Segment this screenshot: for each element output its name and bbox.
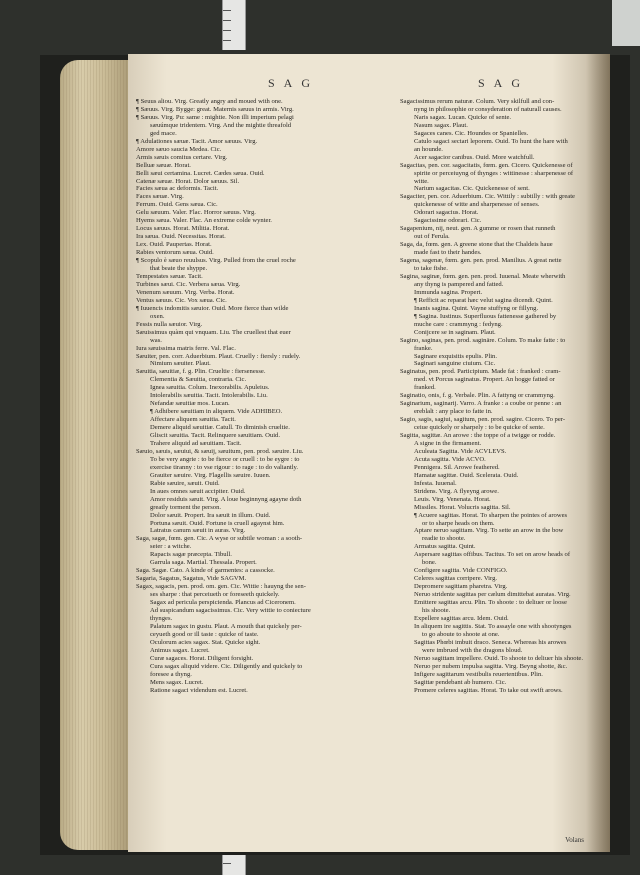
dictionary-line: Ad suspicandum sagacissimus. Cic. Very wittie to coniecture — [150, 607, 311, 614]
dictionary-line: Depromere sagittam pharetra. Virg. — [414, 583, 508, 591]
dictionary-line: med. vt Porcus saginatus. Propert. An hogge fatted or — [414, 376, 555, 384]
dictionary-line: A signe in the firmament. — [414, 439, 482, 447]
dictionary-line: Tempestates sæuæ. Tacit. — [136, 272, 203, 280]
dictionary-line: Fessis nulla sæuior. Virg. — [136, 320, 203, 328]
dictionary-line: Amore sæuo saucia Medea. Cic. — [136, 145, 222, 153]
dictionary-line: franked. — [414, 384, 436, 392]
dictionary-line: Neruo per nubem impulsa sagitta. Virg. Beyng shotte, &c. — [414, 662, 568, 670]
dictionary-line: ceiue quickely or sharpely : to be quicke of sente. — [414, 424, 545, 432]
dictionary-line: was. — [150, 336, 162, 344]
dictionary-line: In aues omnes sæuit accipiter. Ouid. — [150, 487, 246, 495]
dictionary-line: Garrula saga. Martial. Thessala. Propert. — [150, 559, 257, 567]
dictionary-line: ¶ Adhibere sæuitiam in aliquem. Vide ADHIBEO. — [150, 408, 283, 416]
dictionary-line: Lex. Ouid. Paupertas. Horat. — [136, 241, 212, 249]
dictionary-line: ¶ Refficit ac reparat hæc velut sagina dicendi. Quint. — [414, 296, 553, 304]
dictionary-line: Sæuissimus quàm qui vnquam. Liu. The cruellest that euer — [136, 328, 291, 336]
dictionary-line: Sagaciter, pen. cor. Aduerbium. Cic. Wittily : subtilly : with greate — [400, 193, 575, 201]
dictionary-line: ¶ Sæuus. Virg. Pu: same : mightie. Non illi imperium pelagi — [136, 113, 294, 121]
dictionary-line: Sagittas Phœbi imbuit draco. Seneca. Whereas his arowes — [414, 638, 567, 646]
dictionary-line: Facies sæua ac deformis. Tacit. — [136, 185, 219, 193]
dictionary-line: Mens sagax. Lucret. — [150, 678, 204, 686]
dictionary-line: Expellere sagittas arcu. Idem. Ouid. — [414, 614, 509, 622]
dictionary-line: exercise tiranny : to vse rigour : to rage : to do valiantly. — [150, 463, 299, 471]
dictionary-line: Sagaces canes. Cic. Houndes or Spanielles. — [414, 129, 529, 137]
dictionary-line: Ferrum. Ouid. Gens sæua. Cic. — [136, 201, 218, 209]
dictionary-line: franke. — [414, 344, 433, 352]
dictionary-line: Oculorum acies sagax. Stat. Quicke sight. — [150, 638, 261, 646]
dictionary-line: Sæuio, sæuis, sæuiui, & sæuij, sæuitum, pen. prod. sæuire. Liu. — [136, 447, 304, 455]
dictionary-line: were imbrued with the dragons bloud. — [422, 646, 523, 654]
dictionary-line: Odorari sagacius. Horat. — [414, 209, 479, 217]
dictionary-line: Sagina, saginæ, fœm. gen. pen. prod. Iuuenal. Meate wherwith — [400, 272, 566, 280]
dictionary-line: Hamatæ sagittæ. Ouid. Scelerata. Ouid. — [414, 471, 519, 479]
dictionary-line: his shoote. — [422, 607, 451, 614]
running-head-left: SAG — [268, 76, 320, 90]
dictionary-line: Ratione sagaci videndum est. Lucret. — [150, 686, 248, 694]
dictionary-line: Palatum sagax in gustu. Plaut. A mouth that quickely per- — [150, 622, 302, 630]
dictionary-line: Pennigera. Sil. Arowe feathered. — [414, 463, 500, 471]
dictionary-line: Amor residuis sæuit. Virg. A loue beginnyng agayne doth — [150, 495, 302, 503]
dictionary-line: Gelu sæuum. Valer. Flac. Horror sæuus. Virg. — [136, 209, 256, 217]
dictionary-line: Infesta. Iuuenal. — [414, 479, 457, 487]
dictionary-line: muche care : crammyng : fedyng. — [414, 320, 503, 328]
dictionary-line: Animus sagax. Lucret. — [150, 646, 210, 654]
dictionary-line: Sagacissime odorari. Cic. — [414, 217, 482, 225]
dictionary-page — [128, 54, 610, 852]
dictionary-line: Inanis sagina. Quint. Vayne stuffyng or fillyng. — [414, 304, 539, 312]
dictionary-line: quickenesse of witte and sharpenesse of senses. — [414, 201, 540, 209]
dictionary-line: Hyems sæua. Valer. Flac. An extreme colde wynter. — [136, 217, 272, 225]
dictionary-line: Belli sæui certamina. Lucret. Cædes sæua. Ouid. — [136, 169, 265, 177]
dictionary-line: Saginatus, pen. prod. Participium. Made fat : franked : cram- — [400, 368, 561, 376]
dictionary-line: Trahere aliquid ad sæuitiam. Tacit. — [150, 439, 242, 447]
dictionary-line: or to sharpe heads on them. — [422, 519, 495, 527]
dictionary-line: ged mace. — [150, 129, 177, 137]
dictionary-line: any thyng is pampered and fatted. — [414, 280, 504, 288]
dictionary-line: Armatus sagitta. Quint. — [414, 543, 476, 551]
dictionary-line: Immunda sagina. Propert. — [414, 288, 483, 296]
dictionary-line: ¶ Seuus aliou. Virg. Greatly angry and moued with one. — [136, 98, 283, 105]
dictionary-line: Leuis. Virg. Venenata. Horat. — [414, 495, 491, 503]
dictionary-line: Locus sæuus. Horat. Militia. Horat. — [136, 225, 230, 233]
dictionary-line: oxen. — [150, 312, 165, 320]
dictionary-line: Aculeata Sagitta. Vide ACVLEVS. — [414, 447, 507, 455]
dictionary-line: readie to shoote. — [422, 535, 466, 543]
dictionary-line: ¶ Acuere sagittas. Horat. To sharpen the pointes of arowes — [414, 511, 568, 519]
scale-bar-top — [222, 0, 246, 50]
dictionary-line: ses sharpe : that perceiueth or foreseeth quickely. — [150, 591, 280, 599]
dictionary-line: to go aboute to shoote at one. — [422, 630, 500, 638]
background-strip — [612, 0, 640, 46]
dictionary-line: Clementia & Sæuitia, contraria. Cic. — [150, 376, 247, 384]
dictionary-line: foresee a thyng. — [150, 670, 192, 678]
dictionary-line: Naris sagax. Lucan. Quicke of sente. — [414, 113, 512, 121]
dictionary-line: Saginarium, saginarij. Varro. A franke : a coube or penne : an — [400, 400, 562, 408]
dictionary-line: Stridens. Virg. A flyeyng arowe. — [414, 487, 499, 495]
dictionary-line: Sagax ad pericula perspicienda. Plancus ad Ciceronem. — [150, 599, 296, 607]
dictionary-line: Aspersare sagittas offibus. Tacitus. To set on arow heads of — [414, 551, 571, 559]
dictionary-line: Infigere sagittarum vestibulis reuertentibus. Plin. — [414, 670, 543, 678]
dictionary-line: Saga, sagæ, fœm. gen. Cic. A wyse or subtile woman : a sooth- — [136, 535, 303, 543]
dictionary-line: Ventus sæuus. Cic. Vox sæua. Cic. — [136, 296, 227, 304]
dictionary-line: ¶ Sagina. Iustinus. Superfluous fattenesse gathered by — [414, 312, 557, 320]
dictionary-line: Configere sagitta. Vide CONFIGO. — [414, 567, 508, 575]
dictionary-line: Sæuitia, sæuitiæ, f. g. Plin. Crueltie : fiersenesse. — [136, 368, 266, 376]
dictionary-line: bone. — [422, 559, 437, 567]
dictionary-line: Portuna sæuit. Ouid. Fortune is cruell agaynst him. — [150, 519, 285, 527]
dictionary-line: In aliquem ire sagittis. Stat. To assayle one with shootynges — [414, 622, 572, 630]
dictionary-line: ¶ Adulationes sæuæ. Tacit. Amor sæuus. Virg. — [136, 137, 258, 145]
dictionary-line: Nasum sagax. Plaut. — [414, 121, 468, 129]
dictionary-line: greatly torment the person. — [150, 503, 222, 511]
dictionary-line: Venenum sæuum. Virg. Verba. Horat. — [136, 288, 235, 296]
dictionary-line: Catenæ sæuæ. Horat. Dolor sæuus. Sil. — [136, 177, 240, 185]
right-column — [400, 98, 600, 694]
dictionary-line: Saginari sanguine ciuium. Cic. — [414, 360, 496, 368]
dictionary-line: Rabie sæuire, sæuit. Ouid. — [150, 479, 220, 487]
dictionary-line: Neruo sagittam impellere. Ouid. To shoote to deliuer his shoote. — [414, 654, 583, 662]
dictionary-line: Neruo stridente sagittas per cælum dimittebat auratas. Virg. — [414, 591, 571, 599]
dictionary-line: Intolerabilis sæuitia. Tacit. Intolerabilis. Liu. — [150, 392, 268, 400]
dictionary-line: out of Ferula. — [414, 233, 450, 241]
dictionary-line: to take fishe. — [414, 265, 448, 273]
dictionary-line: Turbines sæui. Cic. Verbera sæua. Virg. — [136, 280, 241, 288]
dictionary-line: Celeres sagittas corripere. Virg. — [414, 575, 498, 583]
dictionary-line: Saga. Sagæ. Cato. A kinde of garmentes: a cassocke. — [136, 567, 275, 575]
dictionary-line: Sagacitas, pen. cor. sagacitatis, fœm. gen. Cicero. Quickenesse of — [400, 161, 573, 169]
left-column — [136, 98, 391, 694]
dictionary-line: sæuúmque tridentem. Virg. And the mightie threafold — [150, 121, 292, 129]
dictionary-line: Saga, da, fœm. gen. A greene stone that the Chaldeis haue — [400, 241, 553, 249]
dictionary-line: Ira sæua. Ouid. Necessitas. Horat. — [136, 233, 226, 241]
dictionary-line: seier : a witche. — [150, 543, 192, 551]
dictionary-line: Missiles. Horat. Volucris sagitta. Sil. — [414, 503, 511, 511]
dictionary-line: Armis sæuis comitus certare. Virg. — [136, 153, 228, 161]
dictionary-line: Nimium sæuiter. Plaut. — [150, 360, 211, 368]
dictionary-line: To be very angrie : to be fierce or cruell : to be eygre : to — [150, 455, 300, 463]
dictionary-line: ereblalt : any place to fatte in. — [414, 408, 493, 416]
dictionary-line: Aptare neruo sagittam. Virg. To sette an arow in the bow — [414, 527, 564, 535]
dictionary-line: Rabies ventorum sæua. Ouid. — [136, 249, 214, 257]
dictionary-line: Gliscit sæuitia. Tacit. Relinquere sæuitiam. Ouid. — [150, 432, 280, 440]
dictionary-line: Cura sagax aliquid videre. Cic. Diligently and quickely to — [150, 662, 303, 670]
dictionary-line: witte. — [414, 177, 429, 185]
page-edges — [60, 60, 132, 850]
dictionary-line: Conijcere se in saginam. Plaut. — [414, 328, 496, 336]
dictionary-line: made fast to their handes. — [414, 249, 482, 257]
dictionary-line: Affectare aliquem sæuitia. Tacit. — [150, 416, 236, 424]
dictionary-line: Promere celeres sagittas. Horat. To take out swift arows. — [414, 686, 563, 694]
dictionary-line: Grauiter sæuire. Virg. Flagellis sæuire. Iuuen. — [150, 471, 271, 479]
dictionary-line: ¶ Scopulo è sæuo reuulsus. Virg. Pulled from the cruel roche — [136, 257, 296, 265]
dictionary-line: an hounde. — [414, 145, 443, 153]
dictionary-line: ceyueth good or ill taste : quicke of taste. — [150, 630, 259, 638]
dictionary-line: Sagaria, Sagatus, Sagatus, Vide SAGVM. — [136, 575, 247, 583]
dictionary-line: nyng in philosophie or consyderation of naturall causes. — [414, 105, 562, 113]
catchword: Volans — [565, 836, 584, 844]
dictionary-line: Curæ sagaces. Horat. Diligent forsight. — [150, 654, 254, 662]
dictionary-line: Sagacissimus rerum naturæ. Colum. Very skilfull and con- — [400, 98, 555, 105]
dictionary-line: Sagittæ pendebant ab humero. Cic. — [414, 678, 507, 686]
dictionary-line: Ignea sæuitia. Colum. Inexorabilis. Apuleius. — [150, 384, 270, 392]
dictionary-line: Sæuiter, pen. corr. Aduerbium. Plaut. Cruelly : fiersly : rudely. — [136, 352, 301, 360]
dictionary-line: Sagino, saginas, pen. prod. sagināre. Colum. To make fatte : to — [400, 336, 566, 344]
dictionary-line: ¶ Iuuencis indomitis sæuior. Ouid. More fierce than wilde — [136, 304, 289, 312]
dictionary-line: Emittere sagittas arcu. Plin. To shoote : to deliuer or loose — [414, 599, 567, 607]
dictionary-line: Sagax, sagacis, pen. prod. om. gen. Cic. Wittie : hauyng the sen- — [136, 583, 306, 591]
dictionary-line: Latratus canum sæuit in auras. Virg. — [150, 527, 246, 535]
running-head-right: SAG — [478, 76, 530, 90]
dictionary-line: Acuta sagitta. Vide ACVO. — [414, 455, 486, 463]
dictionary-line: Narium sagacitas. Cic. Quickenesse of sent. — [414, 185, 530, 193]
dictionary-line: spirite or perceiuyng of thynges : wittinesse : sharpenesse of — [414, 169, 574, 177]
dictionary-line: that beate the shyppe. — [150, 265, 208, 273]
dictionary-line: Saginatio, onis, f. g. Verbale. Plin. A fattyng or crammyng. — [400, 392, 555, 400]
dictionary-line: Belluæ sæuæ. Horat. — [136, 161, 191, 169]
dictionary-line: Sagena, sagenæ, fœm. gen. pen. prod. Manilius. A great nette — [400, 257, 562, 265]
dictionary-line: Sagapenium, nij, neut. gen. A gumme or rosen that runneth — [400, 225, 556, 233]
dictionary-line: Rapacis sagæ præcepta. Tibull. — [150, 551, 232, 559]
dictionary-line: Nefandæ sæuitiæ mos. Lucan. — [150, 400, 230, 408]
dictionary-line: Sagitta, sagittæ. An arowe : the toppe of a twigge or rodde. — [400, 432, 556, 440]
dictionary-line: Catulo sagaci sectari leporem. Ouid. To hunt the hare with — [414, 137, 568, 145]
dictionary-line: Demere aliquid sæuitiæ. Catull. To diminish crueltie. — [150, 424, 290, 432]
dictionary-line: ¶ Sæuus. Virg. Bygge: great. Maternis sæuus in armis. Virg. — [136, 105, 294, 113]
dictionary-line: thynges. — [150, 614, 173, 622]
dictionary-line: Sagio, sagis, sagiui, sagitum, pen. prod. sagire. Cicero. To per- — [400, 416, 566, 424]
dictionary-line: Saginare exquisitis epulis. Plin. — [414, 352, 497, 360]
dictionary-line: Dolor sæuit. Propert. Ira sæuit in illum. Ouid. — [150, 511, 271, 519]
dictionary-line: Acer sagacior canibus. Ouid. More watchfull. — [414, 153, 535, 161]
dictionary-line: Iura sæuissima matris ferre. Val. Flac. — [136, 344, 236, 352]
dictionary-line: Faces sæuæ. Virg. — [136, 193, 184, 201]
